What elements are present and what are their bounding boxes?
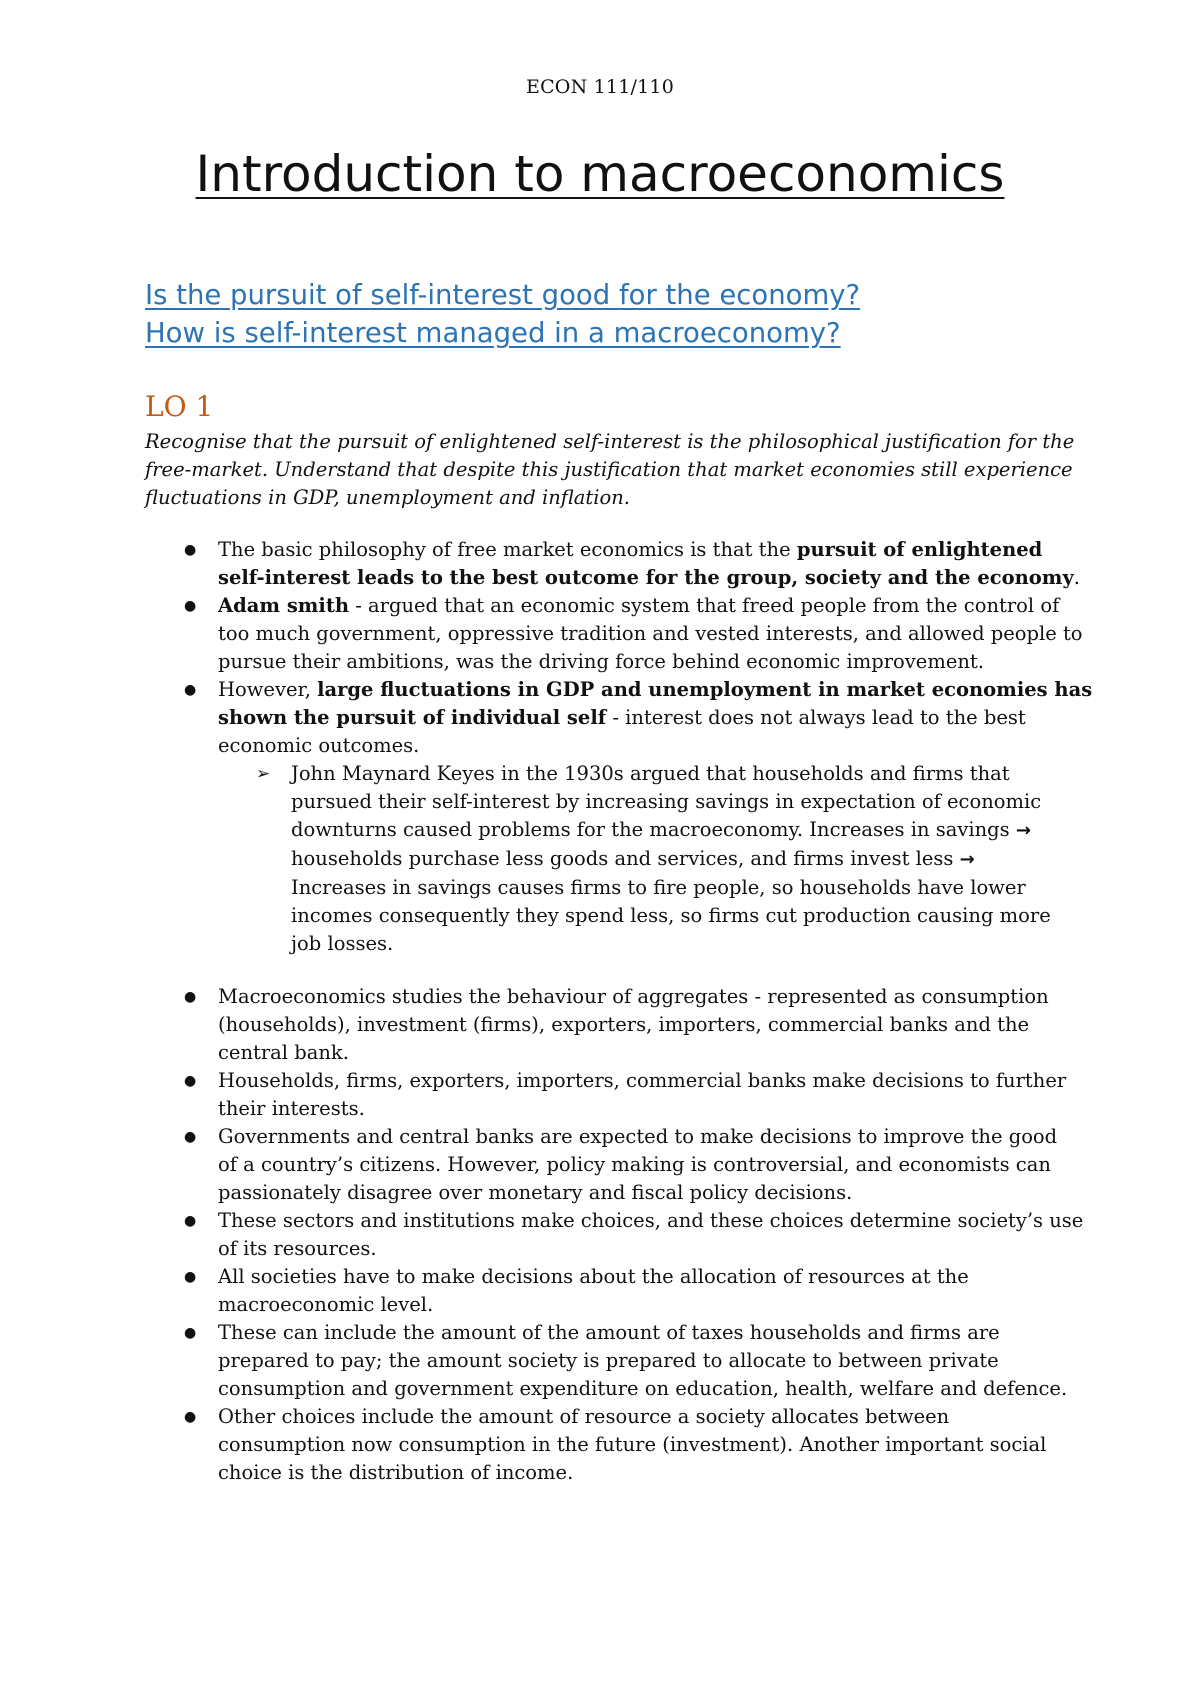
sub-list-item bbox=[145, 760, 1085, 958]
list-item-line: central bank. bbox=[218, 1041, 349, 1064]
bullet-list-top bbox=[145, 536, 1093, 958]
page-title: Introduction to macroeconomics bbox=[195, 145, 1005, 203]
list-item-line: shown the pursuit of individual self - interest does not always lead to the best bbox=[218, 706, 1026, 729]
list-item bbox=[145, 1263, 1085, 1319]
list-item bbox=[145, 592, 1085, 676]
list-item-line: passionately disagree over monetary and fiscal policy decisions. bbox=[218, 1181, 853, 1204]
list-item-line: incomes consequently they spend less, so firms cut production causing more bbox=[291, 904, 1051, 927]
objective-line: fluctuations in GDP, unemployment and inflation. bbox=[145, 486, 630, 509]
list-item-line: (households), investment (firms), exporters, importers, commercial banks and the bbox=[218, 1013, 1030, 1036]
list-item-line: These can include the amount of the amount of taxes households and firms are bbox=[218, 1321, 1000, 1344]
list-item-line: Increases in savings causes firms to fire people, so households have lower bbox=[291, 876, 1026, 899]
list-item-line: pursued their self-interest by increasing savings in expectation of economic bbox=[291, 790, 1042, 813]
bullet-dot-icon: ● bbox=[184, 1269, 197, 1285]
list-item-line: Adam smith - argued that an economic system that freed people from the control of bbox=[218, 594, 1060, 617]
bullet-dot-icon: ● bbox=[184, 1409, 197, 1425]
emphasis-text: pursuit of enlightened bbox=[796, 538, 1043, 561]
bullet-dot-icon: ● bbox=[184, 1325, 197, 1341]
list-item bbox=[145, 983, 1085, 1067]
bullet-dot-icon: ● bbox=[184, 598, 197, 614]
bullet-dot-icon: ● bbox=[184, 542, 197, 558]
list-item bbox=[145, 1319, 1085, 1403]
emphasis-text: self-interest leads to the best outcome for the group, society and the economy bbox=[218, 566, 1074, 589]
list-item-line: households purchase less goods and services, and firms invest less → bbox=[291, 847, 975, 870]
list-item-line: their interests. bbox=[218, 1097, 365, 1120]
list-item-line: macroeconomic level. bbox=[218, 1293, 434, 1316]
list-item-line: of its resources. bbox=[218, 1237, 377, 1260]
list-item-line: Macroeconomics studies the behaviour of aggregates - represented as consumption bbox=[218, 985, 1049, 1008]
list-item-line: too much government, oppressive tradition and vested interests, and allowed people to bbox=[218, 622, 1083, 645]
list-item-line: choice is the distribution of income. bbox=[218, 1461, 574, 1484]
list-item-line: consumption and government expenditure on education, health, welfare and defence. bbox=[218, 1377, 1068, 1400]
list-item-line: Households, firms, exporters, importers, commercial banks make decisions to further bbox=[218, 1069, 1067, 1092]
list-item-line: Governments and central banks are expected to make decisions to improve the good bbox=[218, 1125, 1058, 1148]
list-item bbox=[145, 1207, 1085, 1263]
list-item-line: pursue their ambitions, was the driving force behind economic improvement. bbox=[218, 650, 984, 673]
list-item-line: These sectors and institutions make choices, and these choices determine society’s use bbox=[218, 1209, 1084, 1232]
bullet-dot-icon: ● bbox=[184, 1073, 197, 1089]
list-item bbox=[145, 1067, 1085, 1123]
objective-line: Recognise that the pursuit of enlightened self-interest is the philosophical justification for the bbox=[145, 430, 1075, 453]
arrowhead-bullet-icon: ➢ bbox=[256, 764, 271, 784]
list-item-line: All societies have to make decisions about the allocation of resources at the bbox=[218, 1265, 969, 1288]
bullet-list-bottom bbox=[145, 983, 1085, 1487]
learning-outcome-heading: LO 1 bbox=[145, 390, 214, 423]
right-arrow-icon: → bbox=[959, 849, 975, 870]
list-item-line: economic outcomes. bbox=[218, 734, 420, 757]
list-item-line: The basic philosophy of free market economics is that the pursuit of enlightened bbox=[218, 538, 1043, 561]
bullet-dot-icon: ● bbox=[184, 1129, 197, 1145]
list-item-line: downturns caused problems for the macroeconomy. Increases in savings → bbox=[291, 818, 1031, 841]
list-item bbox=[145, 1123, 1085, 1207]
bullet-dot-icon: ● bbox=[184, 1213, 197, 1229]
list-item-line: However, large fluctuations in GDP and unemployment in market economies has bbox=[218, 678, 1093, 701]
learning-outcome-objective bbox=[145, 428, 1075, 512]
emphasis-text: Adam smith bbox=[218, 594, 350, 617]
list-item-line: consumption now consumption in the future (investment). Another important social bbox=[218, 1433, 1047, 1456]
bullet-dot-icon: ● bbox=[184, 989, 197, 1005]
emphasis-text: shown the pursuit of individual self bbox=[218, 706, 607, 729]
guiding-question-2: How is self-interest managed in a macroeconomy? bbox=[145, 317, 841, 349]
list-item bbox=[145, 536, 1085, 592]
list-item-line: job losses. bbox=[291, 932, 394, 955]
list-item-line: self-interest leads to the best outcome for the group, society and the economy. bbox=[218, 566, 1080, 589]
list-item-line: Other choices include the amount of resource a society allocates between bbox=[218, 1405, 950, 1428]
bullet-dot-icon: ● bbox=[184, 682, 197, 698]
right-arrow-icon: → bbox=[1015, 820, 1031, 841]
list-item-line: of a country’s citizens. However, policy making is controversial, and economists can bbox=[218, 1153, 1051, 1176]
emphasis-text: large fluctuations in GDP and unemployment in market economies has bbox=[317, 678, 1093, 701]
list-item-line: prepared to pay; the amount society is prepared to allocate to between private bbox=[218, 1349, 999, 1372]
objective-line: free-market. Understand that despite this justification that market economies still experience bbox=[145, 458, 1073, 481]
course-header: ECON 111/110 bbox=[526, 76, 674, 98]
list-item bbox=[145, 1403, 1085, 1487]
list-item bbox=[145, 676, 1093, 760]
list-item-line: John Maynard Keyes in the 1930s argued that households and firms that bbox=[291, 762, 1010, 785]
guiding-question-1: Is the pursuit of self-interest good for the economy? bbox=[145, 279, 861, 311]
